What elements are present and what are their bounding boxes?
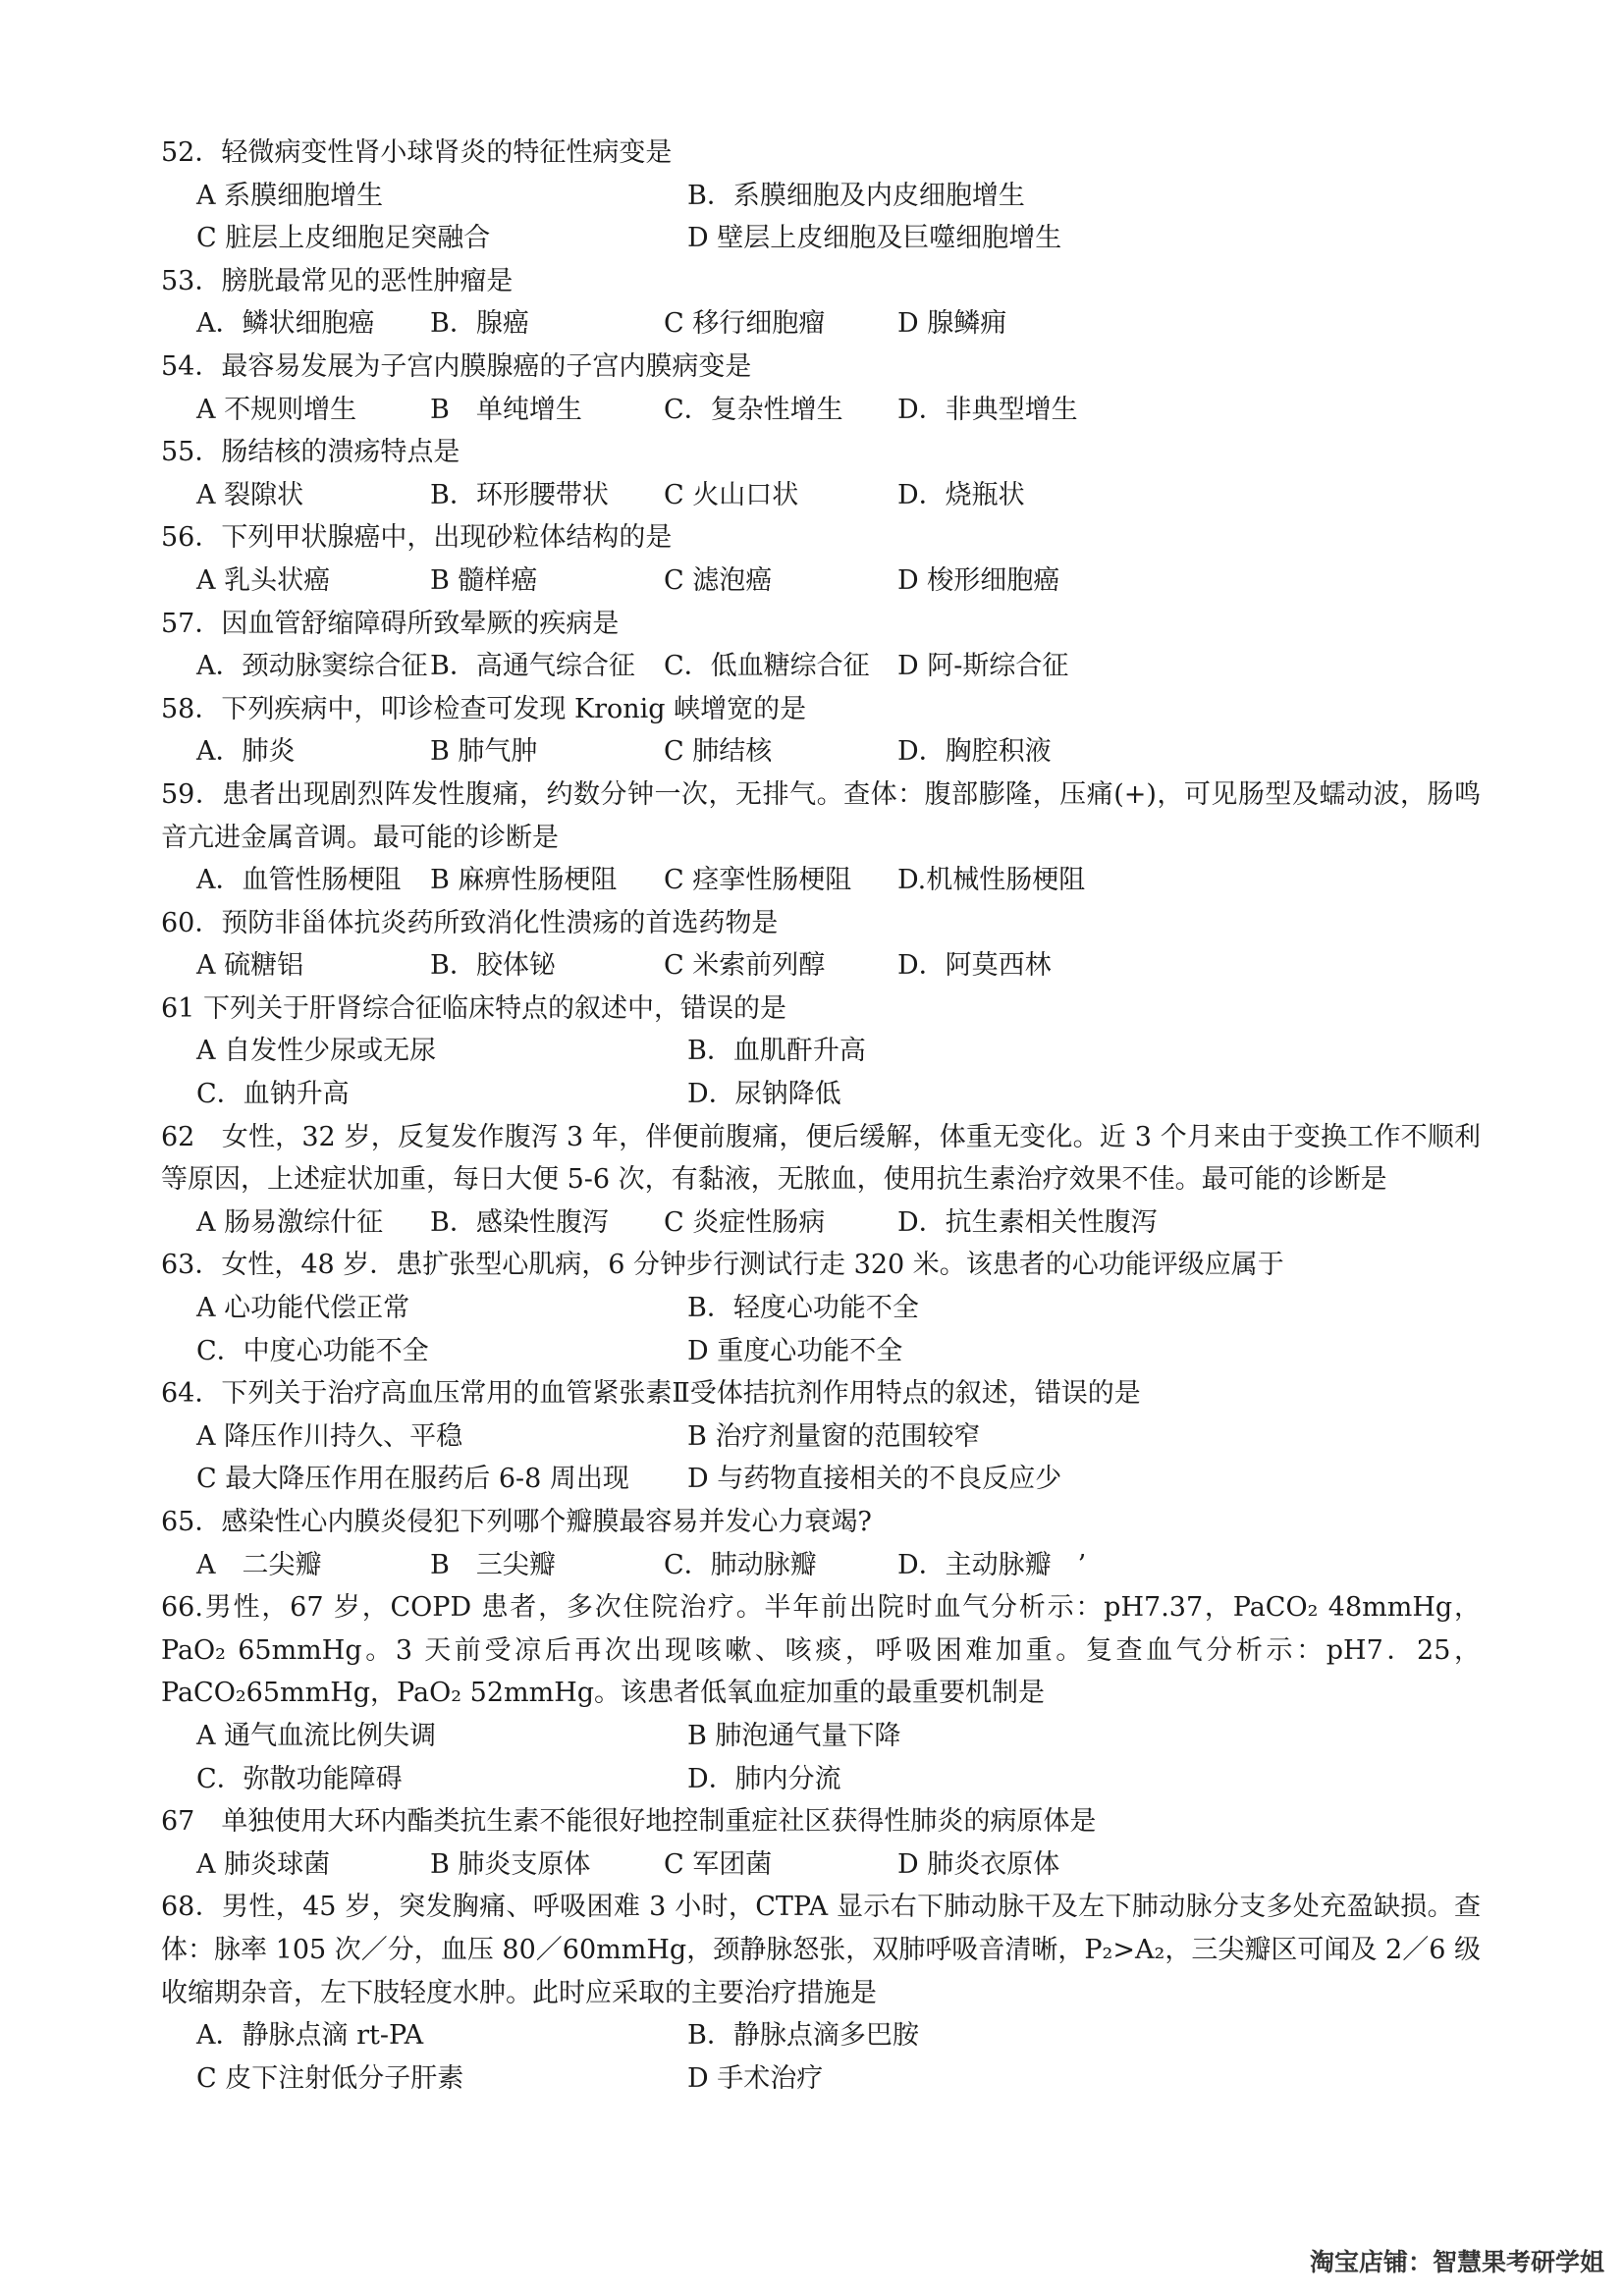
answer-option: A 不规则增生 (196, 394, 357, 425)
answer-option: C 军团菌 (664, 1848, 773, 1880)
option-row (155, 859, 1481, 902)
answer-option: C 最大降压作用在服药后 6-8 周出现 (196, 1464, 629, 1495)
answer-option: D 壁层上皮细胞及巨噬细胞增生 (687, 223, 1062, 254)
question-stem: 57．因血管舒缩障碍所致晕厥的疾病是 (161, 608, 620, 639)
question-block (155, 1800, 1481, 1886)
option-row (155, 1758, 1481, 1801)
question-block (155, 260, 1481, 346)
answer-option: B．轻度心功能不全 (687, 1293, 919, 1324)
question-block (155, 1501, 1481, 1586)
answer-option: D．非典型增生 (897, 394, 1078, 425)
option-row (155, 730, 1481, 774)
answer-option: C．中度心功能不全 (196, 1335, 429, 1366)
answer-option: B．静脉点滴多巴胺 (687, 2020, 919, 2052)
option-row (155, 2014, 1481, 2057)
answer-option: A 心功能代偿正常 (196, 1293, 410, 1324)
option-row (155, 1843, 1481, 1887)
question-stem: 59．患者出现剧烈阵发性腹痛，约数分钟一次，无排气。查体：腹部膨隆，压痛(+)，可见肠型及蠕动波，肠鸣音亢进金属音调。最可能的诊断是 (161, 778, 1481, 853)
option-row (155, 1287, 1481, 1330)
answer-option: C．肺动脉瓣 (664, 1549, 817, 1580)
question-block (155, 774, 1481, 902)
question-block (155, 1244, 1481, 1372)
question-stem: 55．肠结核的溃疡特点是 (161, 437, 460, 468)
question-block (155, 516, 1481, 602)
answer-option: A．静脉点滴 rt-PA (196, 2020, 424, 2052)
question-block (155, 1886, 1481, 2100)
answer-option: C 肺结核 (664, 736, 773, 768)
answer-option: A 乳头状癌 (196, 564, 331, 596)
option-row (155, 1415, 1481, 1459)
answer-option: B 三尖瓣 (430, 1549, 556, 1580)
answer-option: D．主动脉瓣 ’ (897, 1549, 1087, 1580)
question-stem: 61 下列关于肝肾综合征临床特点的叙述中，错误的是 (161, 992, 786, 1024)
answer-option: D 重度心功能不全 (687, 1335, 903, 1366)
answer-option: C．血钠升高 (196, 1079, 350, 1110)
answer-option: B．环形腰带状 (430, 479, 609, 510)
answer-option: B．感染性腹泻 (430, 1206, 609, 1238)
option-row (155, 1544, 1481, 1587)
answer-option: B 肺炎支原体 (430, 1848, 591, 1880)
answer-option: D．烧瓶状 (897, 479, 1025, 510)
answer-option: B 治疗剂量窗的范围较窄 (687, 1420, 981, 1452)
answer-option: D．胸腔积液 (897, 736, 1052, 768)
answer-option: A 硫糖铝 (196, 950, 304, 982)
answer-option: A 通气血流比例失调 (196, 1720, 437, 1751)
answer-option: B 肺泡通气量下降 (687, 1720, 901, 1751)
question-stem: 62 女性，32 岁，反复发作腹泻 3 年，伴便前腹痛，便后缓解，体重无变化。近 3 个月来由于变换工作不顺利等原因，上述症状加重，每日大便 5-6 次，有黏液，无脓血，使用抗生素治疗效果不佳。最可能的诊断是 (161, 1121, 1481, 1196)
question-stem: 60．预防非甾体抗炎药所致消化性溃疡的首选药物是 (161, 907, 779, 938)
answer-option: C 皮下注射低分子肝素 (196, 2062, 464, 2094)
answer-option: A．血管性肠梗阻 (196, 865, 402, 896)
answer-option: D．抗生素相关性腹泻 (897, 1206, 1158, 1238)
option-row (155, 560, 1481, 603)
answer-option: A．肺炎 (196, 736, 296, 768)
question-block (155, 1116, 1481, 1245)
option-row (155, 1330, 1481, 1373)
answer-option: B．高通气综合征 (430, 651, 635, 682)
answer-option: D 腺鳞痈 (897, 308, 1007, 340)
answer-option: B．胶体铋 (430, 950, 556, 982)
option-row (155, 1201, 1481, 1245)
answer-option: C．复杂性增生 (664, 394, 843, 425)
question-stem: 65．感染性心内膜炎侵犯下列哪个瓣膜最容易并发心力衰竭? (161, 1507, 872, 1537)
answer-option: D．阿莫西林 (897, 950, 1052, 982)
answer-option: B 髓样癌 (430, 564, 538, 596)
option-row (155, 1073, 1481, 1116)
answer-option: B．腺癌 (430, 308, 529, 340)
question-stem: 68．男性，45 岁，突发胸痛、呼吸困难 3 小时，CTPA 显示右下肺动脉干及左下肺动脉分支多处充盈缺损。查体：脉率 105 次／分，血压 80／60mmHg，颈静脉怒张，双肺呼吸音清晰，P₂>A₂，三尖瓣区可闻及 2／6 级收缩期杂音，左下肢轻度水肿。此时应采取的主要治疗措施是 (161, 1892, 1481, 2008)
answer-option: D．尿钠降低 (687, 1079, 841, 1110)
answer-option: A．鳞状细胞癌 (196, 308, 375, 340)
answer-option: C 滤泡癌 (664, 564, 773, 596)
answer-option: D 与药物直接相关的不良反应少 (687, 1464, 1062, 1495)
question-block (155, 1586, 1481, 1800)
option-row (155, 175, 1481, 218)
shop-watermark: 淘宝店铺：智慧果考研学姐 (1309, 2248, 1604, 2276)
question-stem: 58．下列疾病中，叩诊检查可发现 Kronig 峡增宽的是 (161, 693, 807, 724)
answer-option: A 裂隙状 (196, 479, 304, 510)
question-stem: 64．下列关于治疗高血压常用的血管紧张素Ⅱ受体拮抗剂作用特点的叙述，错误的是 (161, 1378, 1141, 1410)
answer-option: A 系膜细胞增生 (196, 180, 384, 211)
option-row (155, 474, 1481, 517)
answer-option: B 麻痹性肠梗阻 (430, 865, 618, 896)
answer-option: C 移行细胞瘤 (664, 308, 826, 340)
option-row (155, 217, 1481, 260)
option-row (155, 389, 1481, 432)
question-block (155, 346, 1481, 431)
answer-option: D 手术治疗 (687, 2062, 824, 2094)
option-row (155, 1715, 1481, 1758)
question-block (155, 603, 1481, 688)
question-block (155, 688, 1481, 774)
answer-option: A 自发性少尿或无尿 (196, 1036, 437, 1067)
question-block (155, 988, 1481, 1116)
answer-option: B．系膜细胞及内皮细胞增生 (687, 180, 1025, 211)
answer-option: A．颈动脉窦综合征 (196, 651, 428, 682)
answer-option: C．弥散功能障碍 (196, 1763, 403, 1794)
question-stem: 66.男性，67 岁，COPD 患者，多次住院治疗。半年前出院时血气分析示：pH7.37，PaCO₂ 48mmHg，PaO₂ 65mmHg。3 天前受凉后再次出现咳嗽、咳痰，呼吸困难加重。复查血气分析示：pH7．25，PaCO₂65mmHg，PaO₂ 52mmHg。该患者低氧血症加重的最重要机制是 (161, 1592, 1481, 1709)
question-stem: 53．膀胱最常见的恶性肿瘤是 (161, 265, 514, 296)
exam-page (155, 132, 1481, 2100)
question-stem: 54．最容易发展为子宫内膜腺癌的子宫内膜病变是 (161, 350, 752, 382)
answer-option: C 炎症性肠病 (664, 1206, 826, 1238)
answer-option: C 脏层上皮细胞足突融合 (196, 223, 491, 254)
option-row (155, 2057, 1481, 2101)
answer-option: D 肺炎衣原体 (897, 1848, 1060, 1880)
option-row (155, 1458, 1481, 1501)
answer-option: C 米索前列醇 (664, 950, 826, 982)
question-block (155, 902, 1481, 988)
answer-option: D．肺内分流 (687, 1763, 841, 1794)
answer-option: A 降压作川持久、平稳 (196, 1420, 463, 1452)
question-stem: 63．女性，48 岁．患扩张型心肌病，6 分钟步行测试行走 320 米。该患者的心功能评级应属于 (161, 1250, 1284, 1281)
question-stem: 67 单独使用大环内酯类抗生素不能很好地控制重症社区获得性肺炎的病原体是 (161, 1806, 1097, 1838)
answer-option: C 火山口状 (664, 479, 799, 510)
answer-option: D.机械性肠梗阻 (897, 865, 1086, 896)
question-block (155, 1372, 1481, 1501)
option-row (155, 1030, 1481, 1073)
answer-option: D 阿-斯综合征 (897, 651, 1069, 682)
question-stem: 52．轻微病变性肾小球肾炎的特征性病变是 (161, 137, 673, 168)
answer-option: A 肠易激综什征 (196, 1206, 384, 1238)
answer-option: A 二尖瓣 (196, 1549, 322, 1580)
answer-option: B 肺气肿 (430, 736, 538, 768)
answer-option: B 单纯增生 (430, 394, 582, 425)
answer-option: A 肺炎球菌 (196, 1848, 331, 1880)
question-block (155, 132, 1481, 260)
option-row (155, 944, 1481, 988)
question-stem: 56．下列甲状腺癌中，出现砂粒体结构的是 (161, 522, 673, 554)
answer-option: B．血肌酐升高 (687, 1036, 866, 1067)
answer-option: C 痉挛性肠梗阻 (664, 865, 852, 896)
option-row (155, 645, 1481, 688)
option-row (155, 302, 1481, 346)
answer-option: C．低血糖综合征 (664, 651, 870, 682)
answer-option: D 梭形细胞癌 (897, 564, 1060, 596)
question-block (155, 431, 1481, 516)
